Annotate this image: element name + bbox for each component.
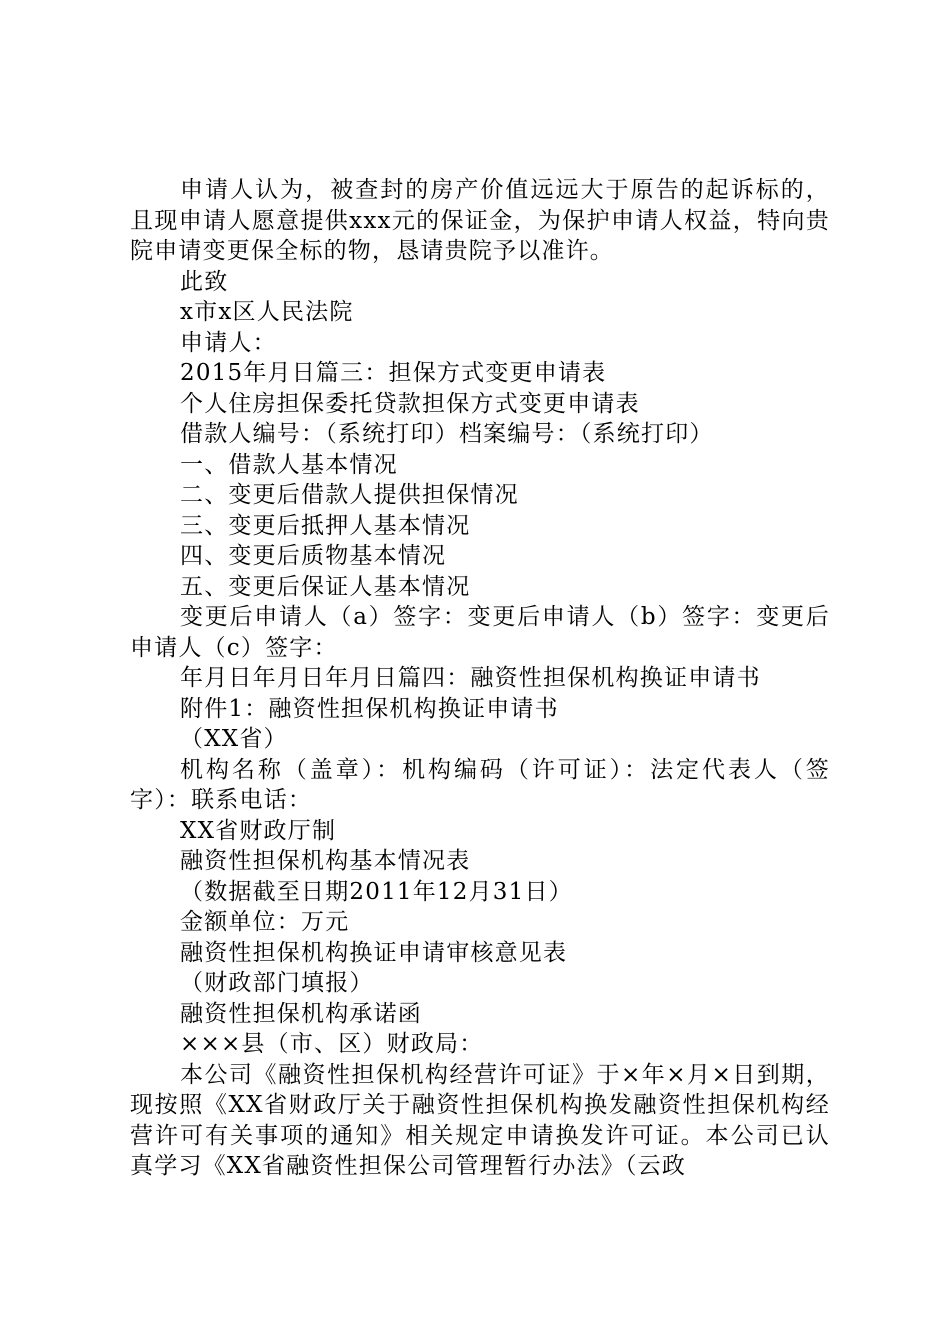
paragraph-court-name: x市x区人民法院 [180,299,354,325]
paragraph-commitment-letter: 融资性担保机构承诺函 [180,1000,422,1027]
paragraph-signatures: 变更后申请人（a）签字：变更后申请人（b）签字：变更后申请人（c）签字： [130,604,830,661]
paragraph-form-title: 个人住房担保委托贷款担保方式变更申请表 [180,390,640,417]
paragraph-item-one: 一、借款人基本情况 [180,451,398,478]
paragraph-commitment-body: 本公司《融资性担保机构经营许可证》于×年×月×日到期，现按照《XX省财政厅关于融资性担保机构换发融资性担保机构经营许可有关事项的通知》相关规定申请换发许可证。本公司已认真学习《XX省融资性担保公司管理暂行办法》（云政 [130,1061,830,1179]
paragraph-institution-info: 机构名称（盖章）：机构编码（许可证）：法定代表人（签字）：联系电话： [130,756,830,813]
document-body [130,175,830,1182]
paragraph-province: （XX省） [180,726,288,752]
paragraph-date-section-three: 2015年月日篇三：担保方式变更申请表 [180,360,607,386]
paragraph-attachment: 附件1：融资性担保机构换证申请书 [180,695,559,722]
paragraph-borrower-number: 借款人编号：（系统打印）档案编号：（系统打印） [180,421,714,447]
paragraph-applicant: 申请人： [180,329,277,356]
paragraph-amount-unit: 金额单位：万元 [180,909,350,935]
paragraph-application-reason: 申请人认为，被查封的房产价值远远大于原告的起诉标的，且现申请人愿意提供xxx元的保证金，为保护申请人权益，特向贵院申请变更保全标的物，恳请贵院予以准许。 [130,177,830,264]
paragraph-basic-info-table: 融资性担保机构基本情况表 [180,848,471,874]
paragraph-addressee: ×××县（市、区）财政局： [180,1031,484,1057]
paragraph-item-four: 四、变更后质物基本情况 [180,543,447,569]
paragraph-finance-dept: （财政部门填报） [180,970,374,996]
paragraph-issuer: XX省财政厅制 [180,817,337,844]
paragraph-item-three: 三、变更后抵押人基本情况 [180,512,471,539]
paragraph-item-two: 二、变更后借款人提供担保情况 [180,482,519,508]
paragraph-data-date: （数据截至日期2011年12月31日） [180,878,573,905]
paragraph-date-section-four: 年月日年月日年月日篇四：融资性担保机构换证申请书 [180,665,761,691]
paragraph-item-five: 五、变更后保证人基本情况 [180,573,471,600]
paragraph-review-table: 融资性担保机构换证申请审核意见表 [180,939,568,966]
paragraph-salutation: 此致 [180,268,229,295]
